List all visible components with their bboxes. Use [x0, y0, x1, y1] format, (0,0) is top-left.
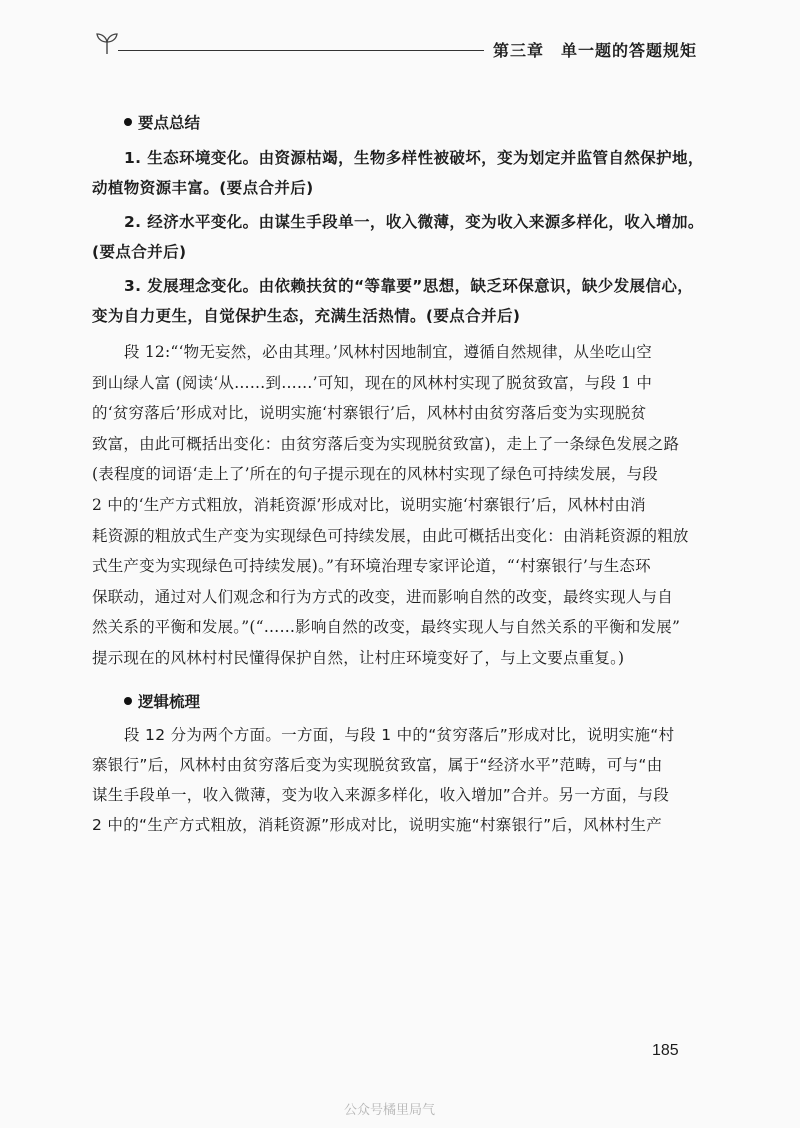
text-line: 3. 发展理念变化。由依赖扶贫的“等靠要”思想，缺乏环保意识，缺少发展信心，	[124, 277, 694, 295]
analysis-paragraph	[92, 337, 704, 674]
bullet-icon	[124, 118, 132, 126]
text-line: 动植物资源丰富。(要点合并后)	[92, 179, 314, 197]
summary-item-2	[92, 207, 704, 267]
logic-paragraph	[92, 720, 704, 840]
page-number: 185	[652, 1042, 679, 1059]
text-line: 到山绿人富 (阅读‘从……到……’可知，现在的风林村实现了脱贫致富，与段 1 中	[92, 373, 653, 392]
summary-item-1	[92, 143, 704, 203]
text-line: 耗资源的粗放式生产变为实现绿色可持续发展，由此可概括出变化：由消耗资源的粗放	[92, 526, 689, 545]
summary-item-3	[92, 271, 704, 331]
logic-heading	[92, 682, 704, 720]
text-line: 致富，由此可概括出变化：由贫穷落后变为实现脱贫致富)，走上了一条绿色发展之路	[92, 434, 680, 453]
summary-heading-text: 要点总结	[138, 114, 201, 132]
text-line: 保联动，通过对人们观念和行为方式的改变，进而影响自然的改变，最终实现人与自	[92, 587, 673, 606]
page-content	[92, 103, 704, 840]
text-line: 寨银行”后，风林村由贫穷落后变为实现脱贫致富，属于“经济水平”范畴，可与“由	[92, 755, 663, 774]
text-line: 段 12:“‘物无妄然，必由其理。’风林村因地制宜，遵循自然规律，从坐吃山空	[124, 343, 653, 361]
text-line: 1. 生态环境变化。由资源枯竭，生物多样性被破坏，变为划定并监管自然保护地，	[124, 149, 704, 167]
text-line: 2 中的“生产方式粗放，消耗资源”形成对比，说明实施“村寨银行”后，风林村生产	[92, 815, 663, 834]
text-line: 然关系的平衡和发展。”(“……影响自然的改变，最终实现人与自然关系的平衡和发展”	[92, 618, 681, 637]
text-line: (要点合并后)	[92, 243, 187, 261]
watermark: 公众号橘里局气	[344, 1103, 436, 1118]
header-rule	[118, 50, 484, 51]
text-line: 提示现在的风林村村民懂得保护自然，让村庄环境变好了，与上文要点重复。)	[92, 648, 625, 667]
text-line: 段 12 分为两个方面。一方面，与段 1 中的“贫穷落后”形成对比，说明实施“村	[124, 725, 675, 744]
text-line: 式生产变为实现绿色可持续发展)。”有环境治理专家评论道，“‘村寨银行’与生态环	[92, 557, 651, 576]
text-line: (表程度的词语‘走上了’所在的句子提示现在的风林村实现了绿色可持续发展，与段	[92, 465, 659, 484]
sprout-icon	[94, 30, 120, 56]
logic-heading-text: 逻辑梳理	[138, 692, 201, 711]
text-line: 的‘贫穷落后’形成对比，说明实施‘村寨银行’后，风林村由贫穷落后变为实现脱贫	[92, 404, 647, 423]
text-line: 谋生手段单一，收入微薄，变为收入来源多样化，收入增加”合并。另一方面，与段	[92, 785, 670, 804]
chapter-title: 第三章 单一题的答题规矩	[493, 41, 698, 60]
text-line: 变为自力更生，自觉保护生态，充满生活热情。(要点合并后)	[92, 307, 521, 325]
text-line: 2. 经济水平变化。由谋生手段单一，收入微薄，变为收入来源多样化，收入增加。	[124, 213, 704, 231]
bullet-icon	[124, 697, 132, 705]
text-line: 2 中的‘生产方式粗放，消耗资源’形成对比，说明实施‘村寨银行’后，风林村由消	[92, 495, 646, 514]
summary-heading	[92, 103, 704, 141]
